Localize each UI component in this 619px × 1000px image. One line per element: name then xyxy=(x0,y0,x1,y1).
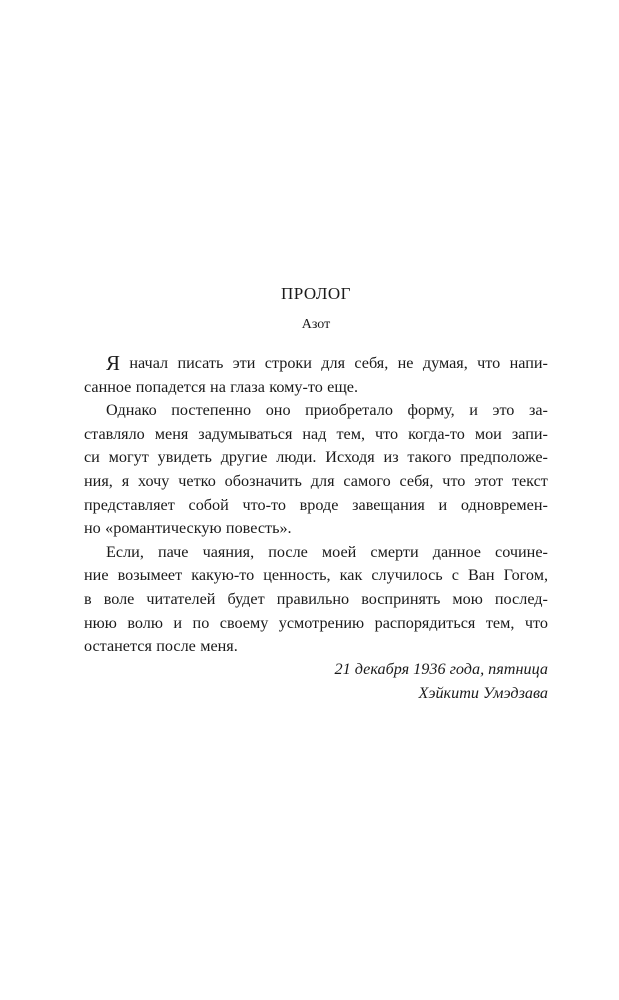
word: и xyxy=(438,495,448,514)
word: мои xyxy=(474,424,502,443)
word: люди. xyxy=(276,448,317,467)
word: еще. xyxy=(327,377,359,396)
word: тем, xyxy=(336,424,366,443)
word: эти xyxy=(232,354,256,372)
word: себя, xyxy=(354,354,389,372)
word: себя, xyxy=(399,471,434,490)
word: что xyxy=(477,354,501,372)
word: увидеть xyxy=(157,448,212,467)
word: будет xyxy=(227,589,265,608)
word: в xyxy=(84,589,92,608)
word: послед- xyxy=(494,589,548,608)
word: вроде xyxy=(299,495,339,514)
word: и xyxy=(469,401,478,420)
word: останется xyxy=(84,637,152,656)
word: над xyxy=(302,424,327,443)
text-line xyxy=(84,564,548,588)
text-line xyxy=(84,635,548,659)
text-line xyxy=(84,612,548,636)
word: меня. xyxy=(200,637,238,656)
word: что xyxy=(375,424,399,443)
word: представляет xyxy=(84,495,175,514)
word: после xyxy=(268,542,308,561)
word: читателей xyxy=(146,589,216,608)
word: тем, xyxy=(485,613,515,632)
signature-date: 21 декабря 1936 года, пятница xyxy=(334,660,548,678)
word: писать xyxy=(177,354,224,372)
word: си xyxy=(84,448,100,467)
word: моей xyxy=(321,542,357,561)
word: когда-то xyxy=(408,424,465,443)
word xyxy=(106,352,120,376)
word: завещания xyxy=(352,495,425,514)
word: возымеет xyxy=(117,566,183,585)
word: обозначить xyxy=(224,471,302,490)
word: повесть». xyxy=(225,519,292,538)
word: смерти xyxy=(370,542,419,561)
text-line xyxy=(84,376,548,400)
word: форму, xyxy=(407,401,455,420)
word: чаяния, xyxy=(202,542,255,561)
word: из xyxy=(383,448,399,467)
word: напи- xyxy=(509,354,548,372)
text-line xyxy=(84,588,548,612)
word: санное xyxy=(84,377,132,396)
word: Исходя xyxy=(325,448,375,467)
text-line xyxy=(84,352,548,376)
initial-letter: Я xyxy=(106,351,121,375)
text-line xyxy=(84,399,548,423)
prologue-text xyxy=(84,352,548,659)
word: что-то xyxy=(242,495,286,514)
word: что xyxy=(524,613,548,632)
word: как xyxy=(339,566,363,585)
word: такого xyxy=(407,448,452,467)
word: правильно xyxy=(276,589,350,608)
word: с xyxy=(451,566,459,585)
word: постепенно xyxy=(171,401,252,420)
word: случилось xyxy=(371,566,443,585)
word: Ван xyxy=(467,566,495,585)
text-line xyxy=(84,446,548,470)
word: глаза xyxy=(230,377,265,396)
word: меня xyxy=(154,424,189,443)
word: приобретало xyxy=(305,401,393,420)
word: нюю xyxy=(84,613,117,632)
word: для xyxy=(321,354,346,372)
word: для xyxy=(310,471,335,490)
word: попадется xyxy=(135,377,206,396)
word: кому-то xyxy=(269,377,323,396)
word: по xyxy=(192,613,210,632)
word: не xyxy=(397,354,414,372)
word: ставляло xyxy=(84,424,145,443)
word: «романтическую xyxy=(105,519,222,538)
text-line xyxy=(84,541,548,565)
word: усмотрению xyxy=(278,613,365,632)
word: после xyxy=(156,637,196,656)
word: четко xyxy=(178,471,216,490)
word: хочу xyxy=(138,471,170,490)
word: своему xyxy=(219,613,269,632)
word: распорядиться xyxy=(374,613,476,632)
word: строки xyxy=(264,354,312,372)
word: этот xyxy=(474,471,504,490)
word: ние xyxy=(84,566,109,585)
chapter-title: ПРОЛОГ xyxy=(280,284,351,303)
word: какую-то xyxy=(191,566,255,585)
text-line xyxy=(84,470,548,494)
word: данное xyxy=(432,542,481,561)
word: волю xyxy=(127,613,163,632)
word: предположе- xyxy=(460,448,548,467)
word: одновремен- xyxy=(460,495,548,514)
word: и xyxy=(173,613,183,632)
chapter-subtitle: Азот xyxy=(301,317,331,332)
word: собой xyxy=(188,495,229,514)
word: мою xyxy=(452,589,483,608)
word: воле xyxy=(103,589,135,608)
word: начал xyxy=(129,354,169,372)
word: но xyxy=(84,519,101,538)
word: Гогом, xyxy=(503,566,548,585)
word: ценность, xyxy=(263,566,331,585)
word: на xyxy=(210,377,226,396)
text-line xyxy=(84,423,548,447)
text-line xyxy=(84,494,548,518)
word: Однако xyxy=(106,401,157,420)
word: Если, xyxy=(106,542,144,561)
word: оно xyxy=(265,401,291,420)
word: сочине- xyxy=(495,542,548,561)
word: задумываться xyxy=(198,424,293,443)
word: думая, xyxy=(422,354,468,372)
book-page xyxy=(84,0,548,1000)
word: за- xyxy=(528,401,548,420)
word: воспринять xyxy=(361,589,441,608)
signature-author: Хэйкити Умэдзава xyxy=(418,683,548,702)
word: могут xyxy=(108,448,149,467)
text-line xyxy=(84,517,548,541)
word: запи- xyxy=(511,424,548,443)
word: ния, xyxy=(84,471,113,490)
signature-block xyxy=(84,658,548,705)
word: это xyxy=(492,401,515,420)
word: текст xyxy=(511,471,548,490)
word: другие xyxy=(220,448,268,467)
word: я xyxy=(121,471,130,490)
word: самого xyxy=(343,471,391,490)
word: что xyxy=(442,471,466,490)
word: паче xyxy=(157,542,189,561)
